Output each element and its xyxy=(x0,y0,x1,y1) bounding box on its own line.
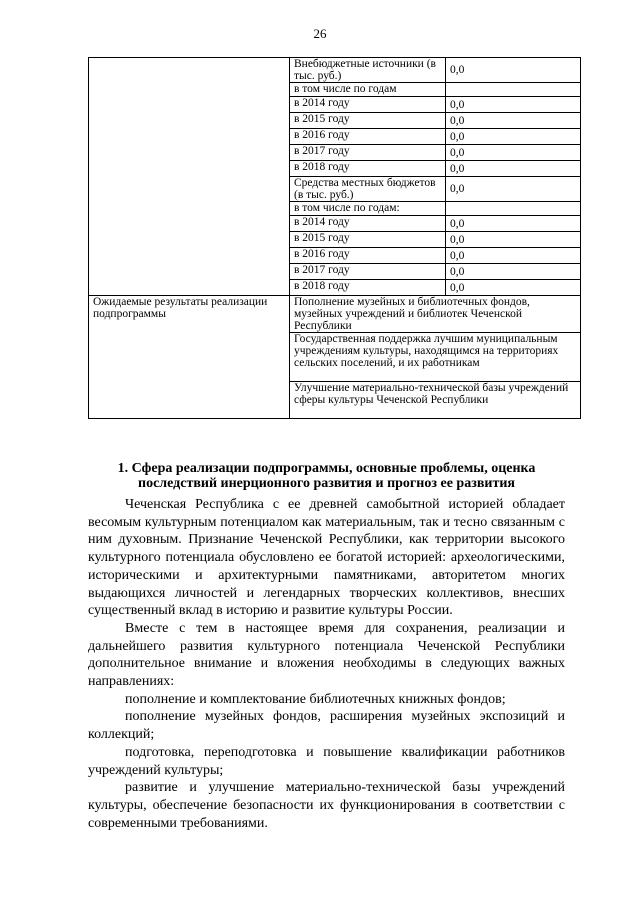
table-item-cell: в 2015 году xyxy=(290,113,446,129)
table-item-cell: в 2014 году xyxy=(290,97,446,113)
subprogram-table xyxy=(88,57,581,419)
list-item: пополнение и комплектование библиотечных книжных фондов; xyxy=(125,691,506,707)
table-value-cell: 0,0 xyxy=(446,113,581,129)
table-value-cell: 0,0 xyxy=(446,58,581,83)
table-value-cell xyxy=(446,83,581,97)
result-item: Государственная поддержка лучшим муниципальным учреждениям культуры, находящимся на территориях сельских поселений, и их работникам xyxy=(290,333,581,382)
table-value-cell: 0,0 xyxy=(446,280,581,296)
table-value-cell: 0,0 xyxy=(446,145,581,161)
table-item-cell: в 2017 году xyxy=(290,264,446,280)
list-item: пополнение музейных фондов, расширения музейных экспозиций и коллекций; xyxy=(88,709,565,743)
body-text xyxy=(88,496,565,832)
list-item: развитие и улучшение материально-технической базы учреждений культуры, обеспечение безопасности их функционирования в соответствии с современными требованиями. xyxy=(88,780,565,831)
table-value-cell: 0,0 xyxy=(446,248,581,264)
table-item-cell: в 2015 году xyxy=(290,232,446,248)
table-value-cell: 0,0 xyxy=(446,264,581,280)
table-value-cell: 0,0 xyxy=(446,161,581,177)
table-item-cell: в 2016 году xyxy=(290,248,446,264)
results-label: Ожидаемые результаты реализации подпрограммы xyxy=(89,296,290,419)
result-item: Улучшение материально-технической базы учреждений сферы культуры Чеченской Республики xyxy=(290,382,581,419)
paragraph: Вместе с тем в настоящее время для сохранения, реализации и дальнейшего развития культурного потенциала Чеченской Республики дополнительное внимание и вложения необходимы в следующих важных направлениях: xyxy=(88,620,565,690)
table-item-cell: в том числе по годам xyxy=(290,83,446,97)
table-value-cell: 0,0 xyxy=(446,129,581,145)
table-value-cell: 0,0 xyxy=(446,232,581,248)
table-row xyxy=(89,58,581,83)
table-label-cell xyxy=(89,58,290,296)
table-value-cell: 0,0 xyxy=(446,97,581,113)
list-item: подготовка, переподготовка и повышение квалификации работников учреждений культуры; xyxy=(88,744,565,778)
table-item-cell: в 2016 году xyxy=(290,129,446,145)
table-item-cell: в 2017 году xyxy=(290,145,446,161)
table-value-cell: 0,0 xyxy=(446,216,581,232)
table-value-cell: 0,0 xyxy=(446,177,581,202)
section-heading: 1. Сфера реализации подпрограммы, основные проблемы, оценка последствий инерционного развития и прогноз ее развития xyxy=(117,461,536,491)
page-number: 26 xyxy=(313,26,327,41)
table-row xyxy=(89,296,581,333)
paragraph: Чеченская Республика с ее древней самобытной историей обладает весомым культурным потенциалом как материальным, так и тесно связанным с ним духовным. Признание Чеченской Республики, как территории высокого культурного потенциала обусловлено ее богатой историей: археологическими, историческими и архитектурными памятниками, авторитетом многих выдающихся личностей и легендарных творческих коллективов, внесших существенный вклад в историю и развитие культуры России. xyxy=(88,497,565,619)
table-item-cell: в 2018 году xyxy=(290,280,446,296)
table-item-cell: Средства местных бюджетов (в тыс. руб.) xyxy=(290,177,446,202)
table-item-cell: Внебюджетные источники (в тыс. руб.) xyxy=(290,58,446,83)
result-item: Пополнение музейных и библиотечных фондов, музейных учреждений и библиотек Чеченской Республики xyxy=(290,296,581,333)
table-item-cell: в том числе по годам: xyxy=(290,202,446,216)
table-item-cell: в 2018 году xyxy=(290,161,446,177)
table-item-cell: в 2014 году xyxy=(290,216,446,232)
table-value-cell xyxy=(446,202,581,216)
